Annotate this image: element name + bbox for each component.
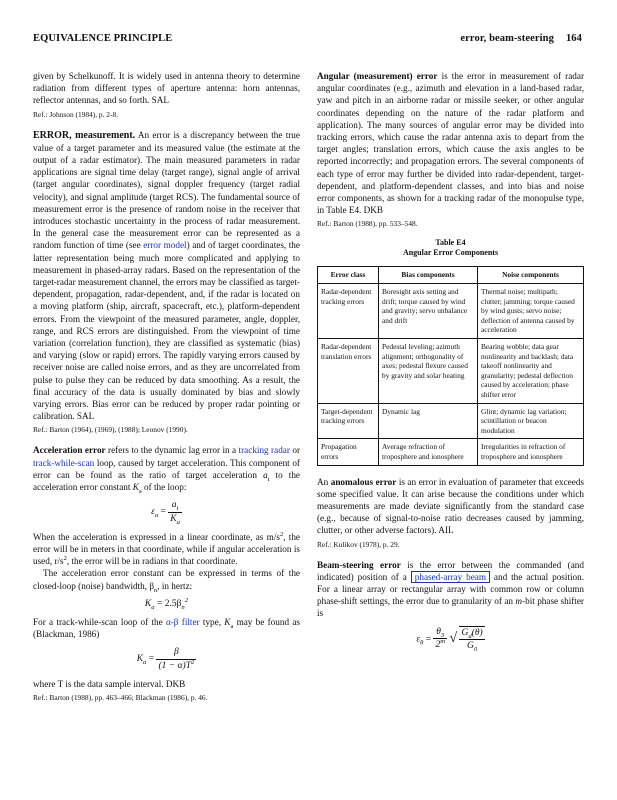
bandwidth-text-b: , in hertz: bbox=[157, 580, 193, 591]
eq2-rhs: = 2.5β bbox=[156, 598, 182, 609]
eq4-denominator bbox=[433, 639, 447, 651]
eq1-lhs: ε bbox=[151, 507, 155, 518]
equation-alpha-beta bbox=[33, 646, 300, 671]
page-number: 164 bbox=[565, 33, 582, 44]
sqrt-symbol-icon: √ bbox=[449, 630, 458, 646]
eq4-root-num-b: (θ) bbox=[471, 627, 483, 638]
beam-steering-text-a: is the error between the commanded (and indicated) position of a bbox=[317, 559, 584, 582]
symbol-ka: K bbox=[132, 482, 139, 493]
intro-paragraph: given by Schelkunoff. It is widely used in antenna theory to determine radiation from different types of aperture antenna: horn antennas, reflector antennas, and so forth. SAL bbox=[33, 71, 300, 106]
table-caption bbox=[317, 238, 584, 258]
error-measurement-term: ERROR, measurement. bbox=[33, 129, 136, 141]
acceleration-reference: Ref.: Barton (1988), pp. 463–466; Blackman (1986), p. 46. bbox=[33, 692, 208, 702]
running-header-entry: error, beam-steering bbox=[460, 33, 554, 44]
left-column bbox=[33, 70, 300, 712]
acceleration-error-paragraph bbox=[33, 444, 300, 493]
eq2-rhs-sup: 2 bbox=[184, 596, 189, 604]
eq4-equals: = bbox=[425, 633, 432, 644]
alpha-beta-text-b: type, bbox=[199, 616, 225, 627]
table-cell: Average refraction of troposphere and ionosphere bbox=[379, 439, 478, 465]
table-row bbox=[318, 439, 584, 465]
acceleration-error-term: Acceleration error bbox=[33, 445, 106, 456]
table-cell: Boresight axis setting and drift; torque caused by wind and gravity; servo unbalance and drift bbox=[379, 284, 478, 339]
table-cell: Glint; dynamic lag variation; scintillation or beacon modulation bbox=[478, 403, 584, 439]
eq2-lhs: K bbox=[144, 598, 152, 609]
acceleration-text-d: to the acceleration error constant bbox=[33, 469, 300, 493]
sample-interval-paragraph: where T is the data sample interval. DKB bbox=[33, 678, 186, 689]
eq4-den-sup: m bbox=[440, 638, 446, 646]
acceleration-text-e: of the loop: bbox=[141, 482, 187, 493]
eq1-denominator bbox=[168, 513, 182, 525]
eq4-root-num: G bbox=[461, 627, 469, 638]
symbol-ka-sub: a bbox=[138, 487, 142, 495]
eq3-lhs: K bbox=[136, 654, 144, 665]
beam-steering-text-c: -bit phase shifter is bbox=[317, 596, 584, 619]
phased-array-beam-link[interactable]: phased-array beam bbox=[411, 571, 490, 583]
table-header-cell: Bias components bbox=[379, 267, 478, 284]
eq4-lhs: ε bbox=[416, 633, 421, 644]
error-model-link[interactable]: error model bbox=[143, 240, 187, 251]
eq3-numerator: β bbox=[156, 646, 196, 659]
table-cell: Thermal noise; multipath; clutter; jamming; torque caused by wind gusts; servo noise; deflection of antenna caused by acceleration bbox=[478, 284, 584, 339]
error-measurement-text-b: ) and of target coordinates, the latter representation being much more complicated and applying to measurement in phased-array radars. Based on the representation of the target-radar measurement channel, the errors may be classified as target-dependent, propagation, radar-dependent, and, if the radar is located on a moving platform (ship, aircraft, spacecraft, etc.), platform-dependent errors. From the viewpoint of the measured parameter, angle, doppler, range, and RCS errors are distinguished. From the viewpoint of time variation (correlation function), they are classified as systematic (bias) and varying (slow or rapid) errors. The rapidly varying errors caused by receiver noise are called noise errors, and as they are uncorrelated from pulse to pulse they can be reduced by data smoothing. As a result, the final accuracy of the data is usually dominated by bias and slowly varying errors. Bias error can be reduced by proper radar pointing or calibration. SAL bbox=[33, 240, 300, 422]
anomalous-text-a: An bbox=[317, 476, 331, 487]
right-column bbox=[317, 70, 584, 658]
anomalous-text-b: is an error in evaluation of parameter that exceeds some specified value. It can arise because the conditions under which measurements are made deviate significantly from the standard case (e.g., because of signal-to-noise ratio decreases caused by jamming, clutter, or other adverse factors). AIL bbox=[317, 476, 584, 536]
table-title: Angular Error Components bbox=[402, 248, 499, 258]
alpha-beta-text-a: For a track-while-scan loop of the bbox=[33, 616, 166, 627]
eq1-den-sub: a bbox=[176, 518, 180, 526]
eq4-num-sub: 3 bbox=[440, 631, 445, 639]
equation-acceleration-error bbox=[33, 499, 300, 524]
table-header-row bbox=[318, 267, 584, 284]
eq4-root-num-sub: d bbox=[468, 632, 472, 640]
table-row bbox=[318, 339, 584, 404]
beam-steering-text-b: and the actual position. For a linear array or rectangular array with common row or column phase-shift settings, the error due to granularity of an bbox=[317, 571, 585, 607]
table-cell: Irregularities in refraction of troposphere and ionosphere bbox=[478, 439, 584, 465]
beam-steering-term: Beam-steering error bbox=[317, 559, 401, 570]
angular-error-reference: Ref.: Barton (1988), pp. 533–548. bbox=[317, 219, 418, 229]
alpha-beta-symbol-sub: a bbox=[230, 622, 234, 630]
track-while-scan-link[interactable]: track-while-scan bbox=[33, 457, 95, 468]
table-header-cell: Noise components bbox=[478, 267, 584, 284]
table-row bbox=[318, 403, 584, 439]
acceleration-text-a: refers to the dynamic lag error in a bbox=[105, 445, 239, 456]
units-text-c: , the error will be in radians in that coordinate. bbox=[66, 556, 238, 567]
eq1-num-sub: t bbox=[176, 505, 179, 513]
bandwidth-paragraph bbox=[33, 567, 300, 594]
error-measurement-reference: Ref.: Barton (1964), (1969), (1988); Leonov (1990). bbox=[33, 425, 188, 435]
eq1-den: K bbox=[170, 513, 177, 524]
units-paragraph bbox=[33, 531, 300, 568]
eq4-lhs-sub: θ bbox=[420, 638, 424, 646]
table-cell: Target-dependent tracking errors bbox=[318, 403, 379, 439]
anomalous-error-reference: Ref.: Kulikov (1978), p. 29. bbox=[317, 539, 400, 549]
angular-error-text: is the error in measurement of radar angular coordinates (e.g., azimuth and elevation in a land-based radar, yaw and pitch in an airborne radar or missile seeker, or other angular coordinates depending on the nature of the radar platform and application). The many sources of angular error may be divided into tracking errors, which cause the radar antenna axis to depart from the target angles; translation errors, which cause the axis angles to be reported incorrectly; and propagation errors. The several components of each type of error may further be divided into radar-dependent, target-dependent, and platform-dependent classes, and into bias and noise error components, as shown for a tracking radar of the monopulse type, in Table E4. DKB bbox=[317, 71, 584, 216]
angular-error-table bbox=[317, 266, 584, 465]
bandwidth-text-a: The acceleration error constant can be expressed in terms of the closed-loop (noise) bandwidth, β bbox=[33, 568, 300, 591]
table-number: Table E4 bbox=[435, 238, 466, 248]
eq4-root-den-sub: 0 bbox=[473, 645, 478, 653]
running-header-right bbox=[460, 33, 582, 44]
table-header-cell: Error class bbox=[318, 267, 379, 284]
angular-error-paragraph bbox=[317, 70, 584, 216]
eq1-num: a bbox=[171, 500, 177, 511]
symbol-m: m bbox=[515, 596, 523, 607]
error-measurement-paragraph bbox=[33, 129, 300, 423]
bandwidth-sub: n bbox=[154, 586, 158, 594]
table-cell: Radar-dependent translation errors bbox=[318, 339, 379, 404]
acceleration-text-c: loop, caused by target acceleration. This component of error can be found as the ratio of target acceleration bbox=[33, 457, 300, 480]
eq3-denominator bbox=[156, 660, 196, 672]
eq1-numerator bbox=[168, 499, 182, 512]
table-cell: Dynamic lag bbox=[379, 403, 478, 439]
eq3-lhs-sub: a bbox=[143, 659, 147, 667]
eq1-lhs-sub: a bbox=[154, 512, 159, 520]
beam-steering-paragraph bbox=[317, 559, 584, 620]
units-text-a: When the acceleration is expressed in a linear coordinate, as m/s bbox=[33, 531, 280, 542]
alpha-beta-filter-link[interactable]: α-β filter bbox=[165, 616, 200, 627]
table-cell: Radar-dependent tracking errors bbox=[318, 284, 379, 339]
error-measurement-text-a: An error is a discrepancy between the true value of a target parameter and its measured value (the estimate at the output of a radar estimator). The main measured parameters in radar applications are signal time delay (target range), signal angle of arrival (target angular coordinates), signal doppler frequency (target radial velocity), and signal amplitude (target RCS). The fundamental source of measurement error is the presence of random noise in the receiver that introduces stochastic uncertainty in the process of radar measurement. In the general case the measurement error can be represented as a random function of time (see bbox=[33, 129, 300, 251]
equation-beam-steering bbox=[317, 626, 584, 652]
table-row bbox=[318, 284, 584, 339]
intro-reference: Ref.: Johnson (1984), p. 2-8. bbox=[33, 109, 118, 119]
eq3-den: (1 − α)T bbox=[158, 660, 191, 671]
symbol-at-sub: t bbox=[267, 475, 270, 483]
eq3-den-sup: 2 bbox=[190, 658, 195, 666]
units-sup1: 2 bbox=[279, 530, 284, 538]
alpha-beta-paragraph bbox=[33, 616, 300, 640]
anomalous-error-term: anomalous error bbox=[330, 476, 397, 487]
eq1-equals: = bbox=[160, 507, 166, 518]
eq4-fraction bbox=[433, 626, 447, 651]
eq3-fraction bbox=[156, 646, 196, 671]
eq2-rhs-sub: n bbox=[181, 603, 185, 611]
eq3-equals: = bbox=[148, 654, 155, 665]
tracking-radar-link[interactable]: tracking radar bbox=[238, 445, 290, 456]
units-text-b: , the error will be in meters in that coordinate, while if angular acceleration is used, r/s bbox=[33, 531, 300, 567]
eq4-den: 2 bbox=[435, 640, 441, 651]
eq4-root-fraction bbox=[459, 626, 484, 652]
running-header-left: EQUIVALENCE PRINCIPLE bbox=[33, 33, 173, 44]
symbol-at: a bbox=[263, 469, 268, 480]
eq2-lhs-sub: a bbox=[151, 603, 155, 611]
table-cell: Pedestal leveling; azimuth alignment; orthogonality of axes; pedestal flexure caused by gravity and solar heating bbox=[379, 339, 478, 404]
eq4-root-numerator bbox=[459, 627, 484, 640]
angular-error-term: Angular (measurement) error bbox=[317, 71, 438, 81]
units-sup2: 2 bbox=[63, 555, 67, 563]
eq1-fraction bbox=[168, 499, 182, 524]
acceleration-text-b: or bbox=[289, 445, 300, 456]
eq4-root-den: G bbox=[466, 640, 474, 651]
alpha-beta-text-c: may be found as (Blackman, 1986) bbox=[33, 616, 300, 640]
alpha-beta-symbol: K bbox=[224, 616, 231, 627]
table-cell: Bearing wobble; data gear nonlinearity and backlash; data takeoff nonlinearity and granularity; pedestal deflection caused by acceleration; phase shifter error bbox=[478, 339, 584, 404]
equation-bandwidth bbox=[33, 598, 300, 610]
eq4-root-denominator bbox=[459, 640, 484, 652]
anomalous-error-paragraph bbox=[317, 476, 584, 537]
table-cell: Propagation errors bbox=[318, 439, 379, 465]
eq4-num: θ bbox=[436, 627, 441, 638]
